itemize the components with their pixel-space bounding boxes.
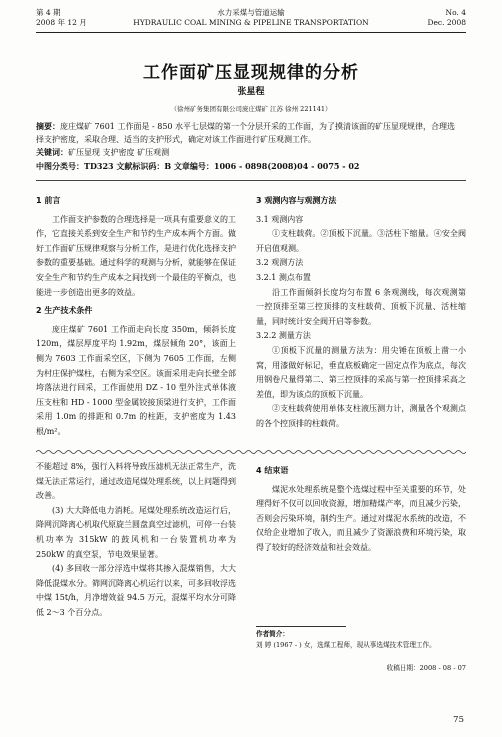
author-affiliation: （徐州矿务集团有限公司庞庄煤矿 江苏 徐州 221141）: [170, 105, 332, 113]
subsection-heading: 3.2 观测方法: [256, 258, 304, 268]
section-heading-2: 2 生产技术条件: [36, 306, 93, 316]
header-rule: [36, 32, 466, 33]
keywords-label: 关键词：: [36, 147, 68, 157]
journal-name-en: HYDRAULIC COAL MINING & PIPELINE TRANSPORTATION: [133, 18, 369, 27]
section-heading-1: 1 前言: [36, 196, 61, 205]
journal-name: [36, 8, 466, 28]
subsection-heading: 3.1 观测内容: [256, 214, 304, 224]
keywords-text: 矿压显现 支护密度 矿压观测: [68, 148, 170, 157]
abstract-rule: [36, 180, 466, 181]
received-date: 收稿日期：2008 - 08 - 07: [386, 664, 466, 672]
article-separator: [36, 449, 466, 455]
author-note-text: 刘 婷 (1967 - ) 女，选煤工程师，现从事选煤技术管理工作。: [256, 641, 436, 649]
footnote-rule: [256, 626, 346, 627]
subsection-heading: 3.2.2 测量方法: [256, 331, 311, 341]
issue-info-en: [427, 8, 466, 28]
paragraph: ②支柱载荷使用单体支柱液压测力计，测量各个观测点的各个控顶排的柱载荷。: [256, 404, 466, 428]
paragraph: 工作面支护参数的合理选择是一项具有重要意义的工作，它直接关系到安全生产和节约生产成本两个方面。做好工作面矿压规律观察与分析工作，是进行优化选择支护参数的重要基础。通过科学的观测与分析，就能够在保证安全生产和节约生产成本之间找到一个最佳的平衡点，也能进一步创造出更多的效益。: [36, 214, 236, 297]
abstract-text: 庞庄煤矿 7601 工作面是 - 850 水平七层煤的第一个分层开采的工作面，为了摸清该面的矿压显现规律，合理选择支护密度，采取合理、适当的支护形式，确定对该工作面进行矿压观测工作。: [36, 122, 456, 144]
author-note: [256, 626, 466, 651]
running-header: [36, 8, 466, 32]
left-column-top: [36, 190, 236, 440]
paper-title: 工作面矿压显现规律的分析: [143, 63, 359, 83]
classification-line: 中图分类号：TD323 文献标识码：B 文章编号：1006 - 0898(2008)04 - 0075 - 02: [36, 160, 360, 171]
paper-author: 张星程: [237, 87, 265, 97]
keywords: [36, 146, 462, 160]
issue-number-en: No. 4: [445, 8, 466, 17]
issue-date-en: Dec. 2008: [427, 18, 466, 27]
paragraph: 庞庄煤矿 7601 工作面走向长度 350m，倾斜长度 120m，煤层厚度平均 1.92m，煤层倾角 20°，该面上侧为 7603 工作面采空区，下侧为 7605 工作面，左侧为村庄保护煤柱，右侧为采空区。该面采用走向长壁全部垮落法进行回采，工作面使用 DZ - 10 型外注式单体液压支柱和 HD - 1000 型金属铰接顶梁进行支护，工作面采用 1.0m 的排距和 0.7m 的柱距，支护密度为 1.43 根/m²。: [36, 324, 236, 436]
paragraph: 煤泥水处理系统是整个选煤过程中至关重要的环节，处理得好不仅可以回收资源，增加精煤产率，而且减少污染，否则会污染环境，制约生产。通过对煤泥水系统的改造，不仅给企业增加了收入，而且减少了资源浪费和环境污染，取得了较好的经济效益和社会效益。: [256, 484, 466, 552]
left-column-bottom: [36, 460, 236, 621]
right-column-top: [256, 190, 466, 432]
issue-number: 第 4 期: [36, 8, 61, 17]
issue-date: 2008 年 12 月: [36, 18, 87, 27]
subsection-heading: 3.2.1 测点布置: [256, 272, 311, 282]
page-number: 75: [453, 715, 464, 725]
paragraph: 沿工作面倾斜长度均匀布置 6 条观测线，每次观测第一控顶排至第三控顶排的支柱载荷、顶板下沉量、活柱缩量，同时统计安全阀开启等参数。: [256, 287, 466, 326]
paragraph: ①顶板下沉量的测量方法为：用尖锤在顶板上凿一小窝，用漆做好标记，垂直底板确定一固定点作为底点，每次用钢卷尺量得第二、第三控顶排的采高与第一控顶排采高之差值，即为该点的顶板下沉量。: [256, 345, 466, 399]
paragraph: 不能超过 8%，强行入料将导致压滤机无法正常生产，洗煤无法正常运行，通过改造尾煤处理系统，以上问题得到改善。: [36, 462, 236, 501]
abstract: [36, 120, 462, 146]
right-column-bottom: [256, 460, 466, 556]
journal-name-cn: 水力采煤与管道运输: [217, 8, 285, 17]
paragraph: (4) 多回收一部分浮选中煤将其掺入混煤销售，大大降低混煤水分。筛网沉降离心机运行以来，可多回收浮选中煤 15t/h，月净增效益 94.5 万元，混煤平均水分可降低 2～3 个百分点。: [36, 564, 236, 617]
author-note-label: 作者简介：: [256, 630, 289, 638]
section-heading-4: 4 结束语: [256, 466, 289, 475]
paragraph: ①支柱载荷。②顶板下沉量。③活柱下缩量。④安全阀开启值观测。: [256, 229, 466, 253]
section-heading-3: 3 观测内容与观测方法: [256, 196, 337, 205]
paragraph: (3) 大大降低电力消耗。尾煤处理系统改造运行后，降网沉降离心机取代原旋兰圆盘真空过滤机，可停一台装机功率为 315kW 的鼓风机和一台装置机功率为 250kW 的真空泵，节电效果显著。: [36, 505, 236, 559]
abstract-label: 摘要：: [36, 121, 60, 131]
abstract-block: [36, 120, 462, 172]
